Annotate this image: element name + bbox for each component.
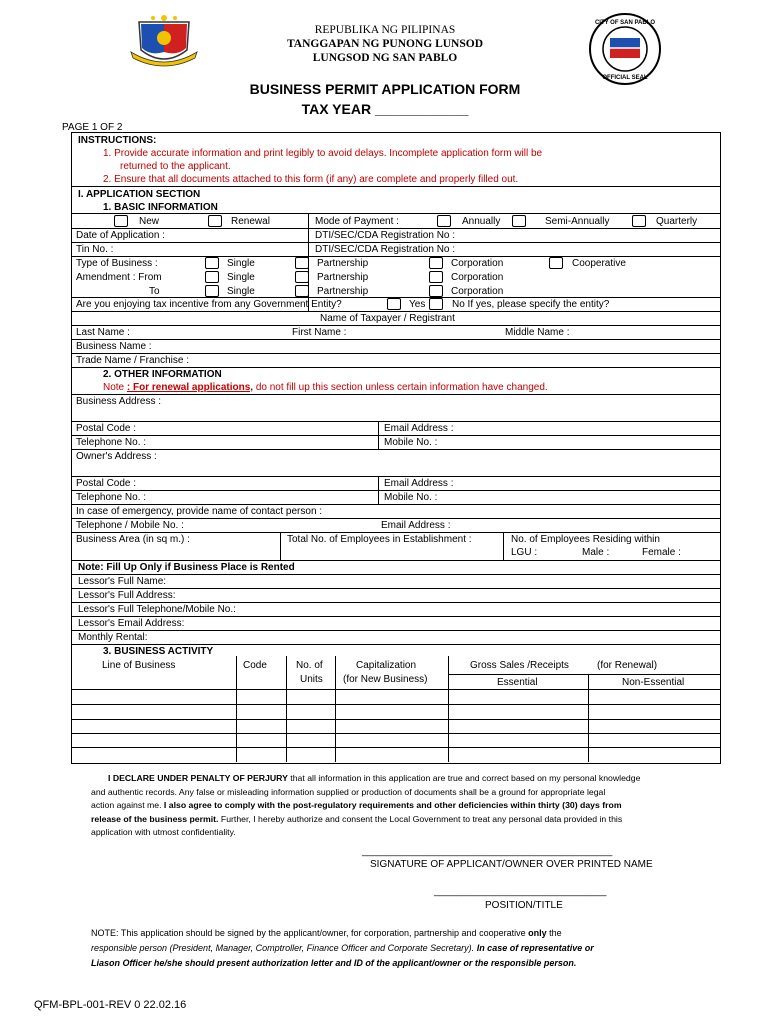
col-for-renewal: (for Renewal) — [597, 660, 658, 671]
type-cooperative-label: Cooperative — [572, 258, 626, 269]
telephone-field-2[interactable]: Telephone No. : — [76, 492, 147, 503]
type-corporation-label: Corporation — [451, 258, 504, 269]
monthly-rental-field[interactable]: Monthly Rental: — [78, 632, 148, 643]
position-line[interactable]: _______________________________ — [434, 886, 607, 897]
incentive-yes-label: Yes — [409, 299, 426, 310]
instruction-2: 2. Ensure that all documents attached to this form (if any) are complete and properly filled out. — [103, 174, 519, 185]
tax-year: TAX YEAR ____________ — [301, 101, 469, 117]
lessor-email-field[interactable]: Lessor's Email Address: — [78, 618, 185, 629]
business-name-field[interactable]: Business Name : — [76, 341, 152, 352]
quarterly-label: Quarterly — [656, 216, 698, 227]
signature-label: SIGNATURE OF APPLICANT/OWNER OVER PRINTED NAME — [370, 859, 653, 870]
table-row[interactable] — [71, 747, 721, 748]
type-partnership-label: Partnership — [317, 258, 369, 269]
total-employees-field[interactable]: Total No. of Employees in Establishment : — [287, 534, 472, 545]
emergency-email-field[interactable]: Email Address : — [381, 520, 451, 531]
lessor-name-field[interactable]: Lessor's Full Name: — [78, 576, 167, 587]
mobile-field-1[interactable]: Mobile No. : — [384, 437, 438, 448]
incentive-no-checkbox[interactable] — [429, 298, 443, 310]
emergency-phone-field[interactable]: Telephone / Mobile No. : — [76, 520, 184, 531]
col-no-of-units: No. of — [296, 660, 323, 671]
header-republika: REPUBLIKA NG PILIPINAS — [314, 24, 456, 36]
first-name-field[interactable]: First Name : — [292, 327, 347, 338]
form-title: BUSINESS PERMIT APPLICATION FORM — [249, 81, 521, 97]
annually-checkbox[interactable] — [437, 215, 451, 227]
to-corporation-checkbox[interactable] — [429, 285, 443, 297]
type-single-checkbox[interactable] — [205, 257, 219, 269]
header-office: TANGGAPAN NG PUNONG LUNSOD — [286, 38, 484, 50]
amendment-from-label: Amendment : From — [76, 272, 162, 283]
from-corporation-label: Corporation — [451, 272, 504, 283]
table-row[interactable] — [71, 733, 721, 734]
email-field-1[interactable]: Email Address : — [384, 423, 454, 434]
type-corporation-checkbox[interactable] — [429, 257, 443, 269]
middle-name-field[interactable]: Middle Name : — [505, 327, 570, 338]
from-partnership-checkbox[interactable] — [295, 271, 309, 283]
position-label: POSITION/TITLE — [485, 900, 563, 911]
owners-address-field[interactable]: Owner's Address : — [76, 451, 157, 462]
amendment-to-label: To — [149, 286, 160, 297]
mode-of-payment-label: Mode of Payment : — [315, 216, 399, 227]
to-single-label: Single — [227, 286, 255, 297]
renewal-note: Note : For renewal applications, do not fill up this section unless certain information have changed. — [103, 382, 548, 393]
email-field-2[interactable]: Email Address : — [384, 478, 454, 489]
type-partnership-checkbox[interactable] — [295, 257, 309, 269]
last-name-field[interactable]: Last Name : — [76, 327, 130, 338]
col-line-of-business: Line of Business — [102, 660, 176, 671]
from-partnership-label: Partnership — [317, 272, 369, 283]
annually-label: Annually — [462, 216, 501, 227]
name-of-taxpayer-heading: Name of Taxpayer / Registrant — [320, 313, 455, 324]
telephone-field-1[interactable]: Telephone No. : — [76, 437, 147, 448]
type-of-business-label: Type of Business : — [76, 258, 158, 269]
tin-field[interactable]: Tin No. : — [76, 244, 114, 255]
instruction-1-cont: returned to the applicant. — [120, 161, 231, 172]
dti-registration-field-2[interactable]: DTI/SEC/CDA Registration No : — [315, 244, 456, 255]
new-checkbox[interactable] — [114, 215, 128, 227]
emergency-contact-field[interactable]: In case of emergency, provide name of contact person : — [76, 506, 323, 517]
semi-annually-label: Semi-Annually — [545, 216, 610, 227]
incentive-yes-checkbox[interactable] — [387, 298, 401, 310]
type-cooperative-checkbox[interactable] — [549, 257, 563, 269]
business-activity-heading: 3. BUSINESS ACTIVITY — [103, 646, 214, 657]
business-address-field[interactable]: Business Address : — [76, 396, 162, 407]
employees-female-field[interactable]: Female : — [642, 547, 681, 558]
col-units: Units — [300, 674, 323, 685]
lessor-address-field[interactable]: Lessor's Full Address: — [78, 590, 176, 601]
to-partnership-checkbox[interactable] — [295, 285, 309, 297]
col-gross-sales: Gross Sales /Receipts — [470, 660, 569, 671]
signature-line[interactable]: _____________________________________________ — [362, 846, 613, 857]
to-partnership-label: Partnership — [317, 286, 369, 297]
instructions-heading: INSTRUCTIONS: — [78, 135, 157, 146]
col-essential: Essential — [497, 677, 538, 688]
other-information-heading: 2. OTHER INFORMATION — [103, 369, 222, 380]
employees-male-field[interactable]: Male : — [582, 547, 610, 558]
instruction-1: 1. Provide accurate information and print legibly to avoid delays. Incomplete application form will be — [103, 148, 543, 159]
svg-text:OFFICIAL SEAL: OFFICIAL SEAL — [602, 75, 648, 81]
table-row[interactable] — [71, 704, 721, 705]
type-single-label: Single — [227, 258, 255, 269]
signing-note: NOTE: This application should be signed by the applicant/owner, for corporation, partnership and cooperative only the responsible person (President, Manager, Comptroller, Finance Officer and Corporate Secretary). In case of representative or Liason Officer he/she should present authorization letter and ID of the applicant/owner or the responsible person. — [91, 928, 594, 968]
tax-incentive-question: Are you enjoying tax incentive from any Government Entity? — [76, 299, 342, 310]
col-capitalization: Capitalization — [356, 660, 417, 671]
rented-note-heading: Note: Fill Up Only if Business Place is Rented — [78, 562, 295, 573]
lessor-phone-field[interactable]: Lessor's Full Telephone/Mobile No.: — [78, 604, 236, 615]
renewal-label: Renewal — [231, 216, 270, 227]
col-code: Code — [243, 660, 267, 671]
employees-lgu-field[interactable]: LGU : — [511, 547, 538, 558]
postal-code-field-1[interactable]: Postal Code : — [76, 423, 137, 434]
business-area-field[interactable]: Business Area (in sq m.) : — [76, 534, 190, 545]
from-single-checkbox[interactable] — [205, 271, 219, 283]
table-row[interactable] — [71, 719, 721, 720]
incentive-no-label: No If yes, please specify the entity? — [452, 299, 610, 310]
from-corporation-checkbox[interactable] — [429, 271, 443, 283]
from-single-label: Single — [227, 272, 255, 283]
basic-information-heading: 1. BASIC INFORMATION — [103, 202, 218, 213]
svg-text:CITY OF SAN PABLO: CITY OF SAN PABLO — [594, 20, 656, 26]
mobile-field-2[interactable]: Mobile No. : — [384, 492, 438, 503]
to-corporation-label: Corporation — [451, 286, 504, 297]
quarterly-checkbox[interactable] — [632, 215, 646, 227]
new-label: New — [139, 216, 160, 227]
employees-lgu-label: No. of Employees Residing within — [511, 534, 660, 545]
renewal-checkbox[interactable] — [208, 215, 222, 227]
date-of-application-field[interactable]: Date of Application : — [76, 230, 165, 241]
to-single-checkbox[interactable] — [205, 285, 219, 297]
postal-code-field-2[interactable]: Postal Code : — [76, 478, 137, 489]
dti-registration-field-1[interactable]: DTI/SEC/CDA Registration No : — [315, 230, 456, 241]
section-application: I. APPLICATION SECTION — [78, 189, 201, 200]
header-city: LUNGSOD NG SAN PABLO — [312, 52, 458, 64]
form-code: QFM-BPL-001-REV 0 22.02.16 — [34, 999, 187, 1011]
semi-annually-checkbox[interactable] — [512, 215, 526, 227]
trade-name-field[interactable]: Trade Name / Franchise : — [76, 355, 190, 366]
col-non-essential: Non-Essential — [622, 677, 685, 688]
col-for-new-business: (for New Business) — [343, 674, 428, 685]
page-number: PAGE 1 OF 2 — [62, 122, 123, 133]
declaration-text: I DECLARE UNDER PENALTY OF PERJURY that all information in this application are true and correct based on my personal knowledge and authentic records. Any false or misleading information supplied or production of documents shall be a ground for appropriate legal action against me. I also agree to comply with the post-regulatory requirements and other deficiencies within thirty (30) days from release of the business permit. Further, I hereby authorize and consent the Local Government to treat any personal data provided in this application with utmost confidentiality. — [91, 773, 641, 837]
